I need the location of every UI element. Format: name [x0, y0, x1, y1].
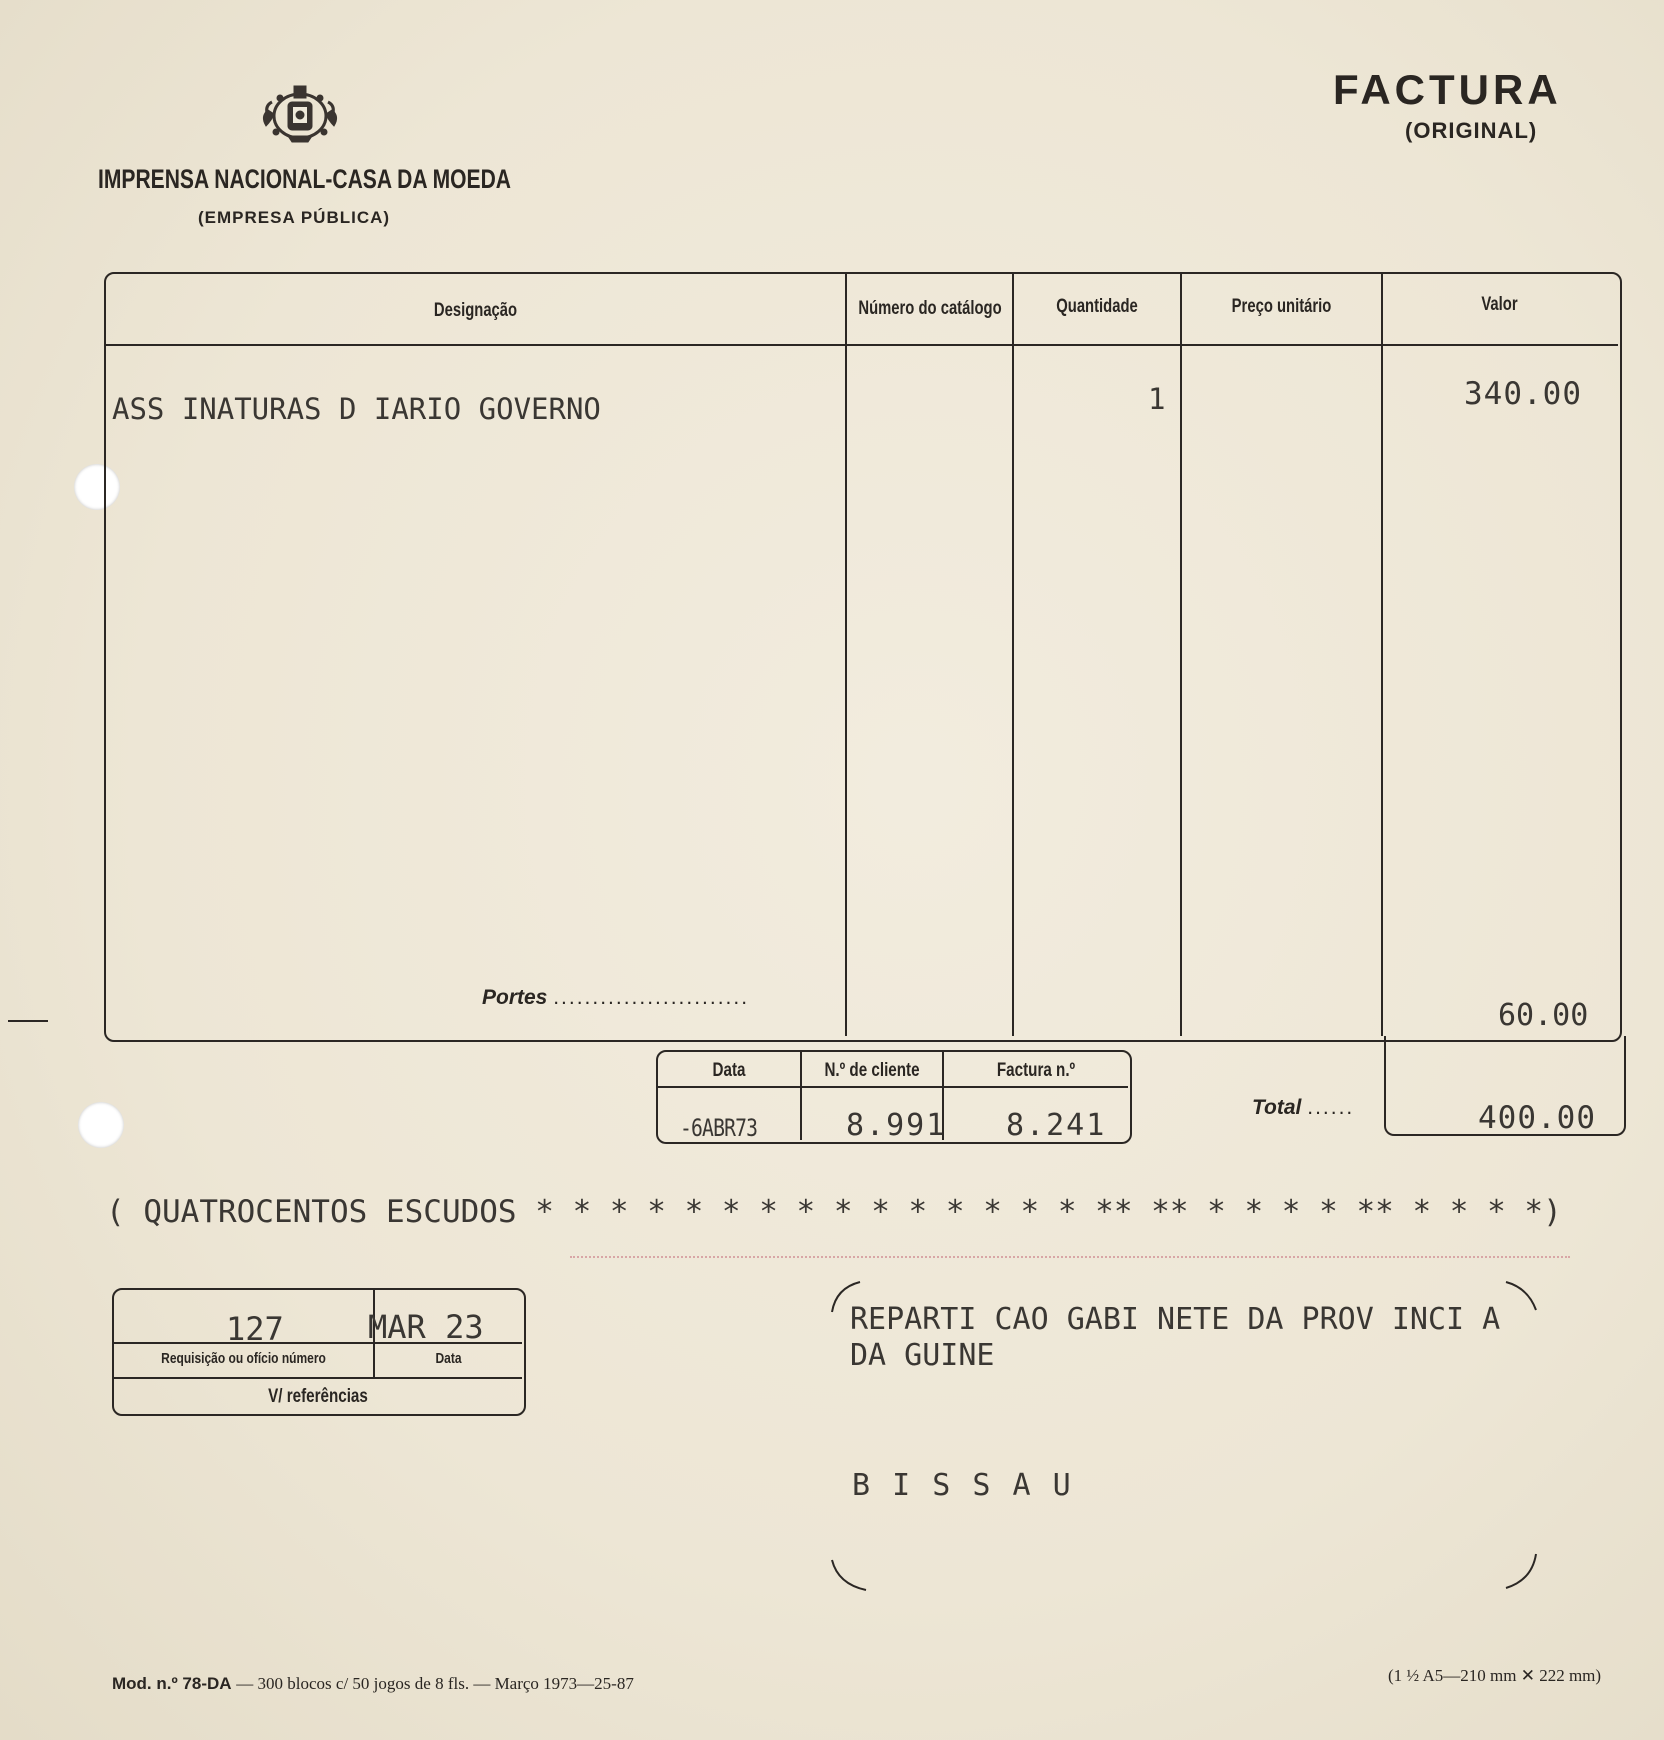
recipient-city: B I S S A U	[852, 1468, 1073, 1503]
pink-dotted-rule	[570, 1256, 1570, 1258]
total-leader-dots: ......	[1307, 1096, 1355, 1119]
portes-leader-dots: .........................	[553, 986, 750, 1009]
meta-column-divider	[800, 1052, 802, 1140]
footer-model	[112, 1674, 634, 1694]
total-label	[1252, 1096, 1354, 1120]
meta-cliente-value: 8.991	[846, 1108, 947, 1143]
footer-model-number: Mod. n.º 78-DA	[112, 1674, 232, 1693]
meta-data-value: -6ABR73	[680, 1114, 758, 1142]
recipient-line-1: REPARTI CAO GABI NETE DA PROV INCI A	[850, 1302, 1501, 1337]
amount-in-words: ( QUATROCENTOS ESCUDOS * * * * * * * * * * * * * * * ** ** * * * * ** * * * *)	[106, 1194, 1562, 1230]
table-row-designacao: ASS INATURAS D IARIO GOVERNO	[112, 392, 601, 426]
reference-date: MAR 23	[368, 1308, 484, 1346]
document-copy: (ORIGINAL)	[1405, 118, 1538, 143]
total-label-text: Total	[1252, 1096, 1302, 1119]
portes-label	[482, 986, 749, 1010]
header-catalogo: Número do catálogo	[858, 298, 1002, 319]
column-divider	[1012, 274, 1014, 1036]
column-divider	[1180, 274, 1182, 1036]
meta-header-divider	[658, 1086, 1128, 1088]
meta-header-factura: Factura n.º	[996, 1060, 1076, 1081]
issuer-name: IMPRENSA NACIONAL-CASA DA MOEDA	[98, 164, 512, 194]
header-valor: Valor	[1481, 294, 1518, 315]
portes-label-text: Portes	[482, 986, 548, 1009]
table-header-divider	[106, 344, 1618, 346]
column-divider	[1381, 274, 1383, 1036]
meta-factura-value: 8.241	[1006, 1108, 1107, 1143]
margin-fold-mark	[8, 1020, 48, 1022]
issuer-subtitle: (EMPRESA PÚBLICA)	[198, 208, 391, 227]
reference-number: 127	[226, 1310, 284, 1348]
coat-of-arms-emblem	[258, 80, 342, 146]
table-row-valor: 340.00	[1464, 376, 1582, 412]
recipient-line-2: DA GUINE	[850, 1338, 995, 1373]
total-value: 400.00	[1478, 1100, 1596, 1136]
table-row-quantidade: 1	[1148, 382, 1166, 416]
meta-header-data: Data	[712, 1060, 746, 1081]
meta-header-cliente: N.º de cliente	[824, 1060, 920, 1081]
header-preco: Preço unitário	[1231, 296, 1332, 317]
header-quantidade: Quantidade	[1056, 296, 1138, 317]
punch-hole-bottom	[78, 1102, 124, 1148]
footer-format: (1 ½ A5—210 mm ✕ 222 mm)	[1388, 1666, 1602, 1685]
reference-footer-label: V/ referências	[268, 1386, 368, 1407]
header-designacao: Designação	[433, 300, 518, 321]
column-divider	[845, 274, 847, 1036]
reference-divider-lower	[114, 1377, 522, 1379]
reference-number-label: Requisição ou ofício número	[161, 1350, 326, 1367]
footer-model-details: — 300 blocos c/ 50 jogos de 8 fls. — Março 1973—25-87	[236, 1674, 634, 1693]
portes-value: 60.00	[1498, 998, 1589, 1033]
invoice-table	[104, 272, 1622, 1042]
document-title: FACTURA	[1333, 66, 1562, 113]
reference-date-label: Data	[435, 1350, 462, 1367]
